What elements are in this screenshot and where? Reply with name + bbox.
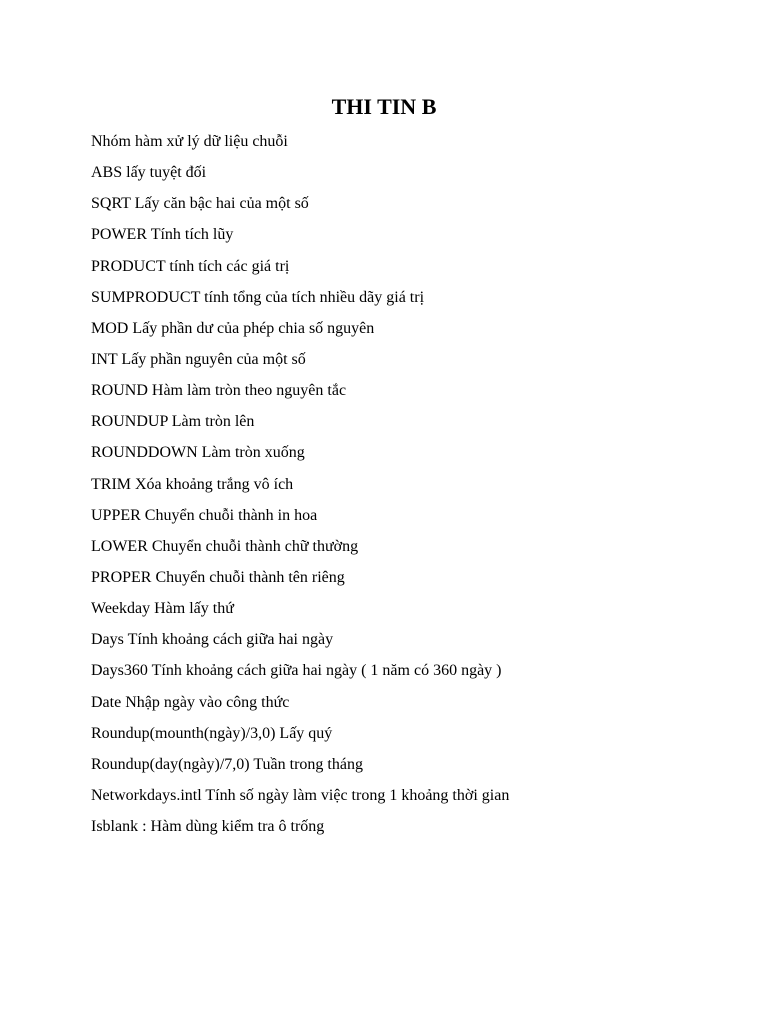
list-item: Networkdays.intl Tính số ngày làm việc trong 1 khoảng thời gian <box>91 786 510 804</box>
list-item: Weekday Hàm lấy thứ <box>91 600 234 618</box>
list-item: SQRT Lấy căn bậc hai của một số <box>91 195 309 213</box>
list-item: Roundup(mounth(ngày)/3,0) Lấy quý <box>91 724 333 742</box>
list-item: ROUNDDOWN Làm tròn xuống <box>91 444 305 462</box>
list-item: POWER Tính tích lũy <box>91 226 234 244</box>
list-item: Nhóm hàm xử lý dữ liệu chuỗi <box>91 133 288 150</box>
list-item: LOWER Chuyển chuỗi thành chữ thường <box>91 537 359 555</box>
function-list <box>91 129 509 845</box>
list-item: PRODUCT tính tích các giá trị <box>91 257 290 275</box>
list-item: ROUNDUP Làm tròn lên <box>91 413 255 431</box>
list-item: Roundup(day(ngày)/7,0) Tuần trong tháng <box>91 755 363 773</box>
list-item: Isblank : Hàm dùng kiểm tra ô trống <box>91 818 325 836</box>
list-item: UPPER Chuyển chuỗi thành in hoa <box>91 506 318 524</box>
list-item: Days360 Tính khoảng cách giữa hai ngày ( 1 năm có 360 ngày ) <box>91 662 502 680</box>
list-item: SUMPRODUCT tính tổng của tích nhiều dãy giá trị <box>91 288 425 306</box>
list-item: TRIM Xóa khoảng trắng vô ích <box>91 475 294 493</box>
document-title: THI TIN B <box>331 94 437 119</box>
list-item: PROPER Chuyển chuỗi thành tên riêng <box>91 568 345 586</box>
list-item: ABS lấy tuyệt đối <box>91 164 207 182</box>
list-item: MOD Lấy phần dư của phép chia số nguyên <box>91 319 375 337</box>
list-item: Date Nhập ngày vào công thức <box>91 693 290 711</box>
list-item: Days Tính khoảng cách giữa hai ngày <box>91 631 334 649</box>
list-item: ROUND Hàm làm tròn theo nguyên tắc <box>91 382 347 400</box>
list-item: INT Lấy phần nguyên của một số <box>91 350 306 368</box>
